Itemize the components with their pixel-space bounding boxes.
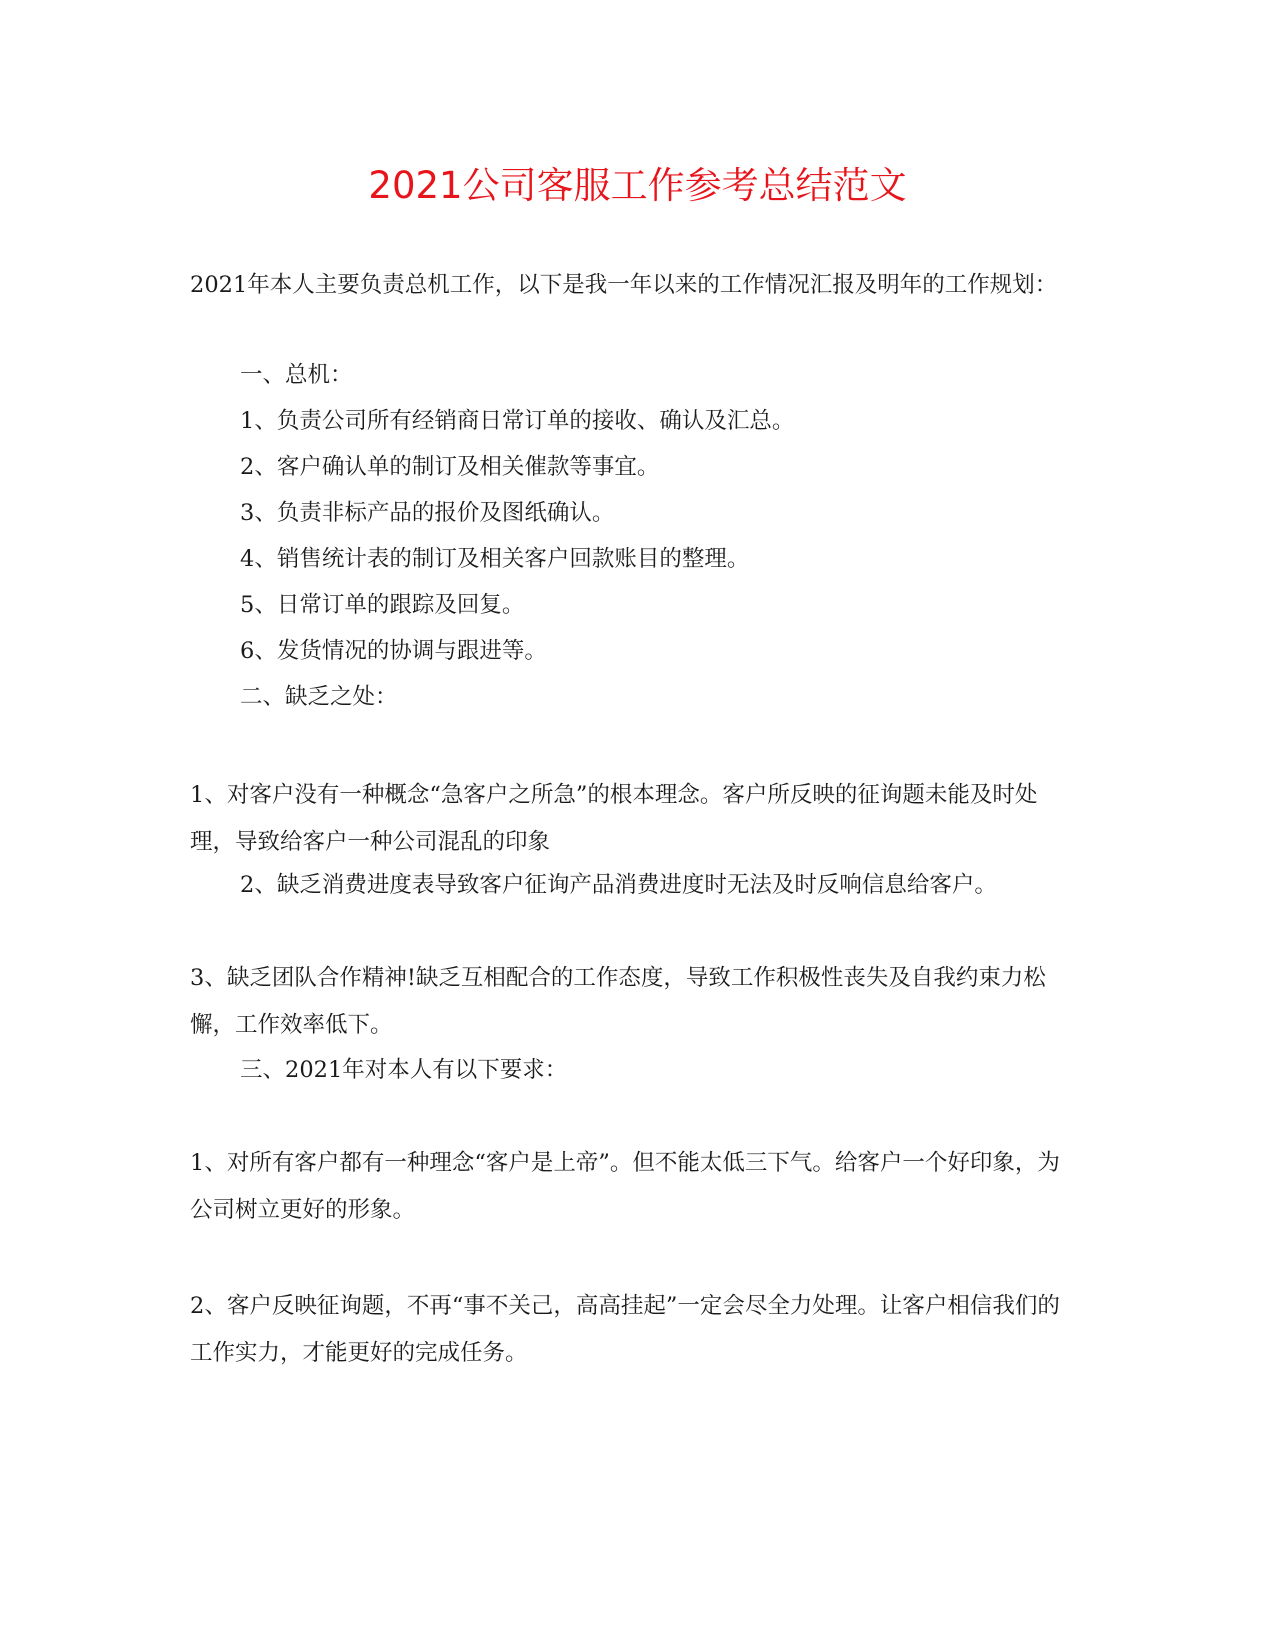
section2-paragraph-3: 3、缺乏团队合作精神!缺乏互相配合的工作态度，导致工作积极性丧失及自我约束力松懈，工作效率低下。	[190, 965, 1046, 1038]
list-item: 4、销售统计表的制订及相关客户回款账目的整理。	[240, 546, 750, 572]
intro-paragraph: 2021年本人主要负责总机工作，以下是我一年以来的工作情况汇报及明年的工作规划：	[190, 272, 1058, 298]
section2-paragraph-2: 2、缺乏消费进度表导致客户征询产品消费进度时无法及时反响信息给客户。	[240, 872, 997, 898]
list-item: 6、发货情况的协调与跟进等。	[240, 638, 547, 664]
list-item: 2、客户确认单的制订及相关催款等事宜。	[240, 454, 660, 480]
list-item: 5、日常订单的跟踪及回复。	[240, 592, 525, 618]
section1-heading: 一、总机：	[240, 362, 353, 388]
section3-paragraph-2: 2、客户反映征询题，不再“事不关己，高高挂起”一定会尽全力处理。让客户相信我们的工作实力，才能更好的完成任务。	[190, 1293, 1060, 1366]
document-title: 2021公司客服工作参考总结范文	[368, 164, 907, 207]
list-item: 1、负责公司所有经销商日常订单的接收、确认及汇总。	[240, 408, 795, 434]
section3-heading: 三、2021年对本人有以下要求：	[240, 1057, 568, 1083]
section2-paragraph-1: 1、对客户没有一种概念“急客户之所急”的根本理念。客户所反映的征询题未能及时处理，导致给客户一种公司混乱的印象	[190, 782, 1038, 855]
section3-paragraph-1: 1、对所有客户都有一种理念“客户是上帝”。但不能太低三下气。给客户一个好印象，为公司树立更好的形象。	[190, 1150, 1060, 1223]
section2-heading: 二、缺乏之处：	[240, 684, 398, 710]
list-item: 3、负责非标产品的报价及图纸确认。	[240, 500, 615, 526]
